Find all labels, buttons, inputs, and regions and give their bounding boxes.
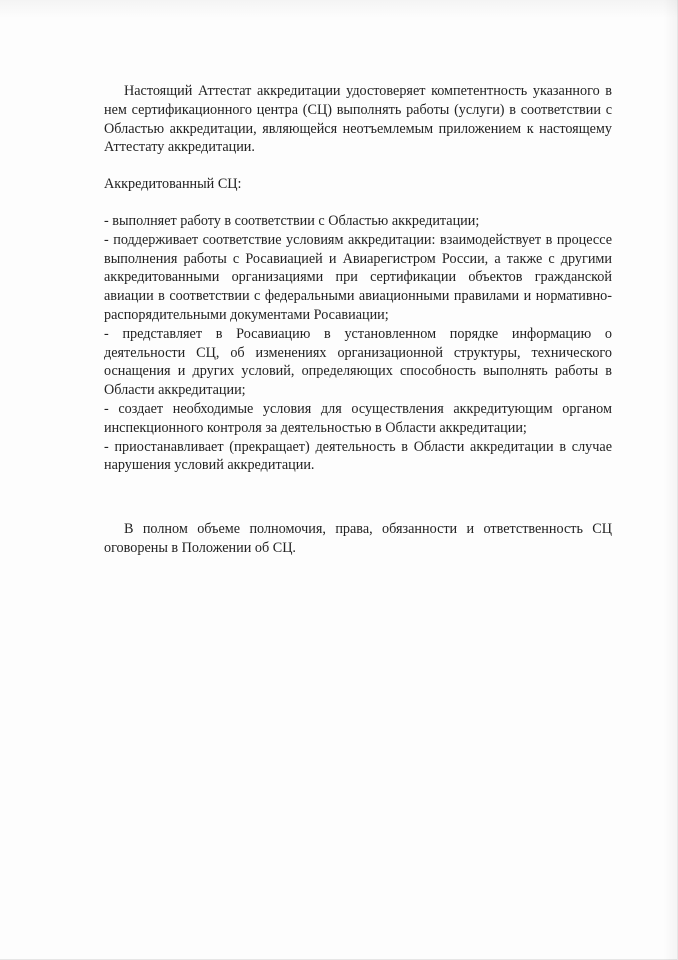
obligation-item: - создает необходимые условия для осуществления аккредитующим органом инспекционного контроля за деятельностью в Области аккредитации; [104, 400, 612, 436]
closing-paragraph: В полном объеме полномочия, права, обязанности и ответственность СЦ оговорены в Положении об СЦ. [104, 521, 612, 556]
obligations-list [104, 212, 612, 475]
closing-paragraph-block [104, 520, 612, 558]
intro-paragraph-block [104, 82, 612, 157]
scan-edge-top [0, 0, 678, 18]
scan-edge-right [663, 0, 677, 960]
obligation-item: - приостанавливает (прекращает) деятельность в Области аккредитации в случае нарушения условий аккредитации. [104, 438, 612, 474]
obligation-item: - представляет в Росавиацию в установленном порядке информацию о деятельности СЦ, об изменениях организационной структуры, технического оснащения и других условий, определяющих способность выполнять работы в Области аккредитации; [104, 325, 612, 399]
obligation-item: - выполняет работу в соответствии с Областью аккредитации; [104, 213, 480, 229]
heading-block [104, 175, 612, 194]
accredited-center-heading: Аккредитованный СЦ: [104, 176, 242, 192]
intro-paragraph: Настоящий Аттестат аккредитации удостоверяет компетентность указанного в нем сертификационного центра (СЦ) выполнять работы (услуги) в соответствии с Областью аккредитации, являющейся неотъемлемым приложением к настоящему Аттестату аккредитации. [104, 83, 612, 156]
obligation-item: - поддерживает соответствие условиям аккредитации: взаимодействует в процессе выполнения работы с Росавиацией и Авиарегистром России, а также с другими аккредитованными организациями при сертификации объектов гражданской авиации в соответствии с федеральными авиационными правилами и нормативно-распорядительными документами Росавиации; [104, 231, 612, 323]
